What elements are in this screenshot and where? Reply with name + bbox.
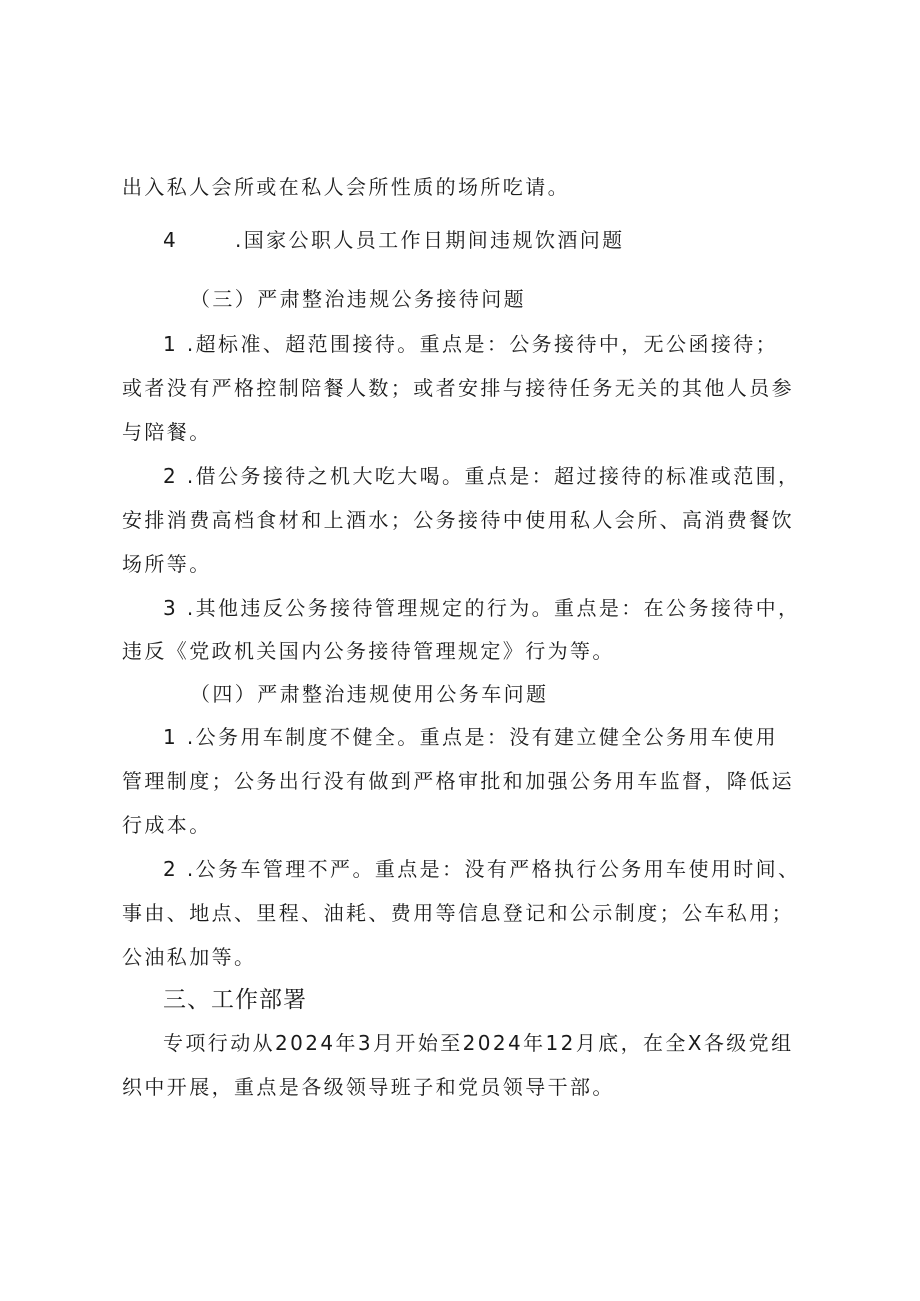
paragraph-line: 安排消费高档食材和上酒水；公务接待中使用私人会所、高消费餐饮	[122, 508, 794, 532]
paragraph-line: 违反《党政机关国内公务接待管理规定》行为等。	[122, 639, 615, 663]
item-4-line	[163, 226, 863, 254]
chapter-heading: 三、工作部署	[163, 987, 307, 1013]
paragraph-line: 2 .公务车管理不严。重点是：没有严格执行公务用车使用时间、	[163, 857, 801, 881]
paragraph-line: 公油私加等。	[122, 945, 257, 969]
item-number: 4	[163, 228, 179, 252]
paragraph-line: 与陪餐。	[122, 420, 212, 444]
paragraph-line: 行成本。	[122, 813, 212, 837]
paragraph-line: 2 .借公务接待之机大吃大喝。重点是：超过接待的标准或范围，	[163, 464, 801, 488]
paragraph-line: 1 .公务用车制度不健全。重点是：没有建立健全公务用车使用	[163, 725, 779, 749]
paragraph-line: 场所等。	[122, 552, 212, 576]
paragraph-line: 事由、地点、里程、油耗、费用等信息登记和公示制度；公车私用；	[122, 901, 794, 925]
paragraph-line: 出入私人会所或在私人会所性质的场所吃请。	[122, 175, 570, 199]
paragraph-line: 3 .其他违反公务接待管理规定的行为。重点是：在公务接待中，	[163, 596, 801, 620]
paragraph-line: 织中开展，重点是各级领导班子和党员领导干部。	[122, 1075, 615, 1099]
paragraph-line: 专项行动从2024年3月开始至2024年12月底，在全X各级党组	[163, 1031, 794, 1055]
paragraph-line: 1 .超标准、超范围接待。重点是：公务接待中，无公函接待；	[163, 332, 779, 356]
item-text: .国家公职人员工作日期间违规饮酒问题	[235, 228, 625, 252]
paragraph-line: 或者没有严格控制陪餐人数；或者安排与接待任务无关的其他人员参	[122, 376, 794, 400]
section-heading: （三）严肃整治违规公务接待问题	[190, 287, 526, 311]
paragraph-line: 管理制度；公务出行没有做到严格审批和加强公务用车监督，降低运	[122, 769, 794, 793]
section-heading: （四）严肃整治违规使用公务车问题	[190, 682, 549, 706]
